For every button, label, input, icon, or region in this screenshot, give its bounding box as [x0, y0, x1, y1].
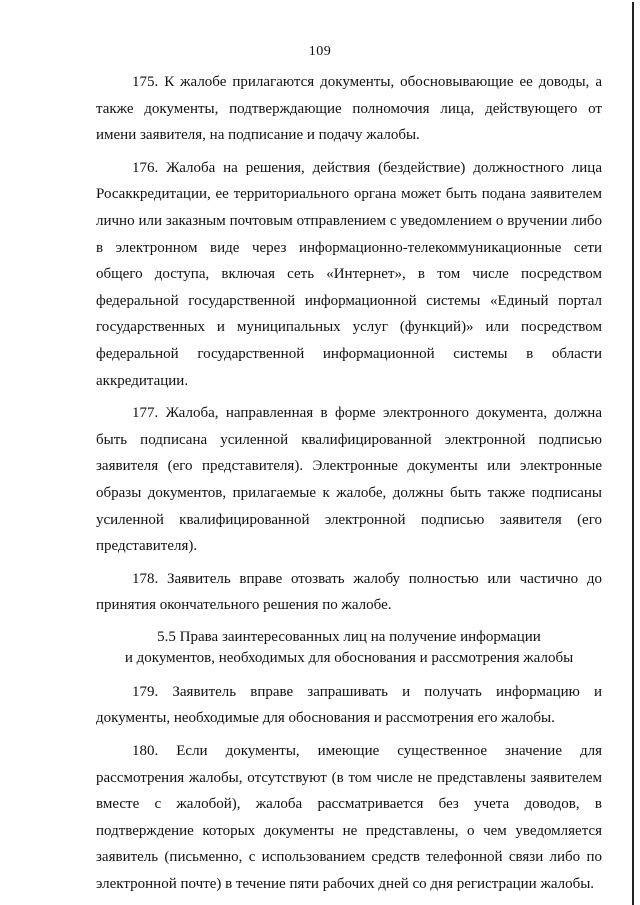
section-heading	[96, 627, 602, 669]
paragraph-179: 179. Заявитель вправе запрашивать и получать информацию и документы, необходимые для обоснования и рассмотрения его жалобы.	[96, 683, 602, 727]
paragraph-178: 178. Заявитель вправе отозвать жалобу полностью или частично до принятия окончательного решения по жалобе.	[96, 570, 602, 614]
page-number: 109	[308, 44, 332, 59]
paragraph-177: 177. Жалоба, направленная в форме электронного документа, должна быть подписана усиленной квалифицированной электронной подписью заявителя (его представителя). Электронные документы или электронные образы документов, прилагаемые к жалобе, должны быть также подписаны усиленной квалифицированной электронной подписью заявителя (его представителя).	[96, 405, 602, 555]
paragraph-176: 176. Жалоба на решения, действия (бездействие) должностного лица Росаккредитации, ее территориального органа может быть подана заявителем лично или заказным почтовым отправлением с уведомлением о вручении либо в электронном виде через информационно-телекоммуникационные сети общего доступа, включая сеть «Интернет», в том числе посредством федеральной государственной информационной системы «Единый портал государственных и муниципальных услуг (функций)» или посредством федеральной государственной информационной системы в области аккредитации.	[96, 159, 602, 389]
section-heading-line-1: 5.5 Права заинтересованных лиц на получение информации	[157, 628, 541, 645]
paragraph-180: 180. Если документы, имеющие существенное значение для рассмотрения жалобы, отсутствуют (в том числе не представлены заявителем вместе с жалобой), жалоба рассматривается без учета доводов, в подтверждение которых документы не представлены, о чем уведомляется заявитель (письменно, с использованием средств телефонной связи либо по электронной почте) в течение пяти рабочих дней со дня регистрации жалобы.	[96, 743, 602, 893]
document-body	[96, 69, 602, 904]
page-edge	[632, 2, 640, 905]
section-heading-line-2: и документов, необходимых для обоснования и рассмотрения жалобы	[124, 649, 574, 666]
paragraph-175: 175. К жалобе прилагаются документы, обосновывающие ее доводы, а также документы, подтверждающие полномочия лица, действующего от имени заявителя, на подписание и подачу жалобы.	[96, 74, 602, 144]
